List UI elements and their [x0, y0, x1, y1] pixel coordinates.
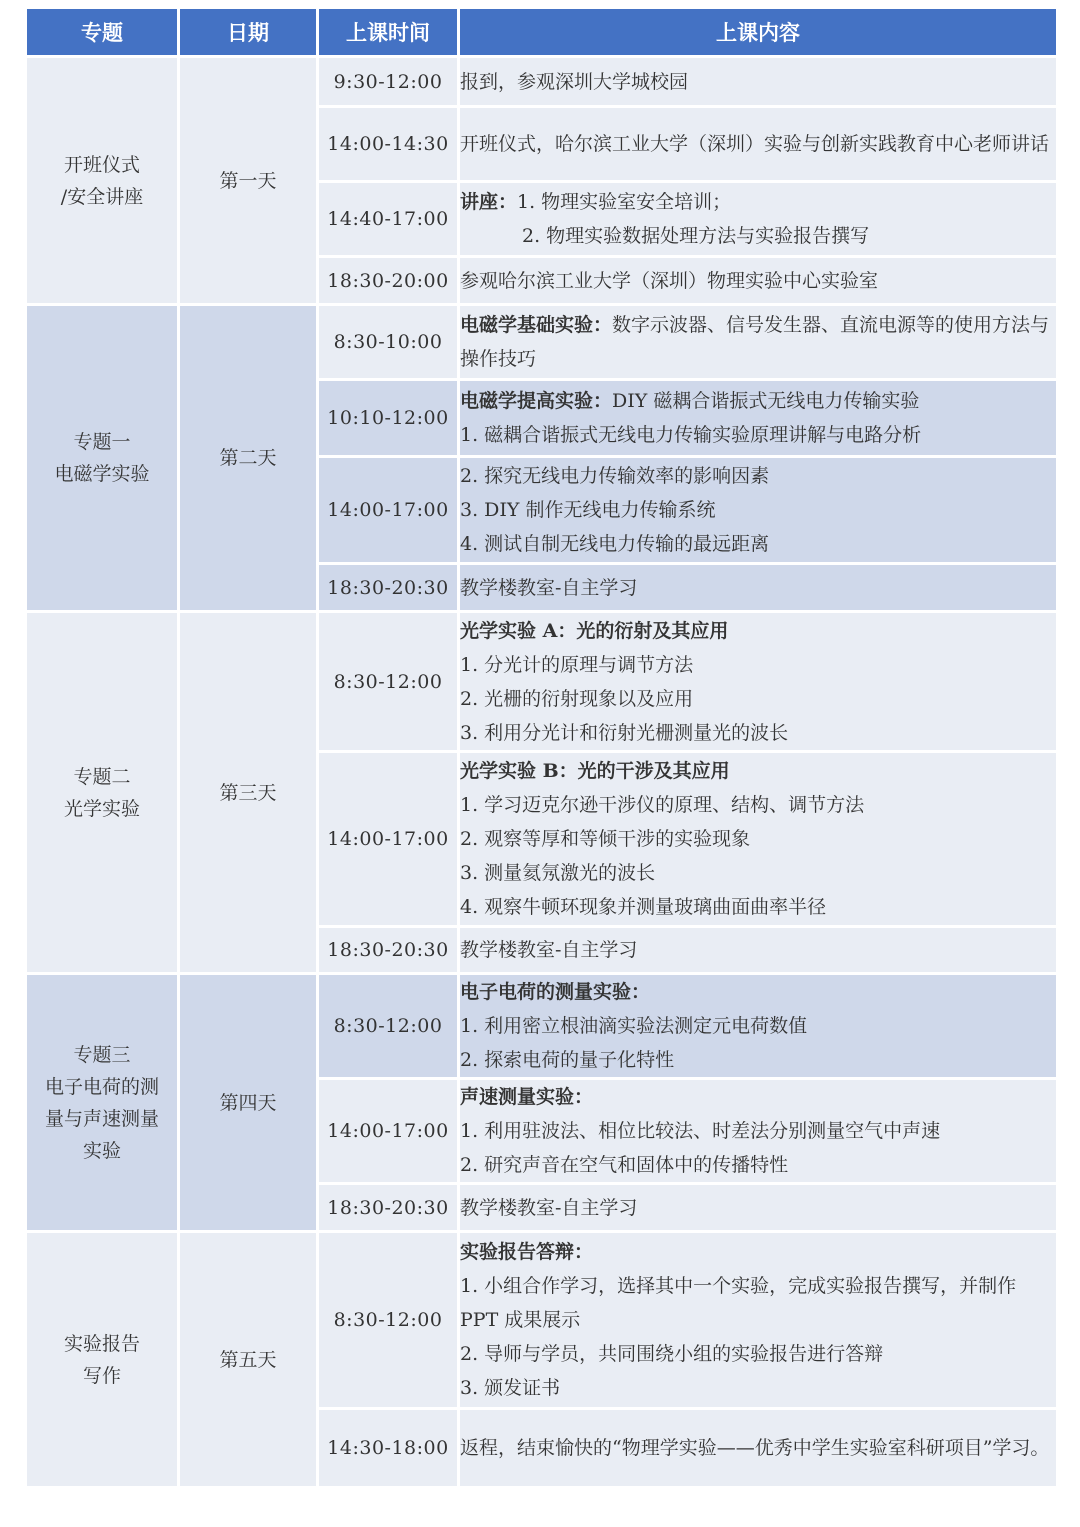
content-line: [460, 571, 1056, 605]
content-text: 2. 探索电荷的量子化特性: [460, 1049, 675, 1071]
content-heading: 讲座：: [460, 191, 518, 213]
content-cell: [460, 1080, 1056, 1182]
time-cell: 18:30-20:00: [319, 258, 457, 303]
content-text: 3. 利用分光计和衍射光栅测量光的波长: [460, 721, 789, 744]
content-cell: [460, 183, 1056, 255]
time-cell: 18:30-20:30: [319, 565, 457, 610]
content-line: [460, 682, 1056, 716]
content-text: 1. 学习迈克尔逊干涉仪的原理、结构、调节方法: [460, 794, 865, 816]
content-text: 开班仪式，哈尔滨工业大学（深圳）实验与创新实践教育中心老师讲话: [460, 133, 1050, 155]
content-cell: [460, 1410, 1056, 1486]
content-heading: 光学实验 B：光的干涉及其应用: [460, 760, 730, 782]
content-text: 1. 物理实验室安全培训；: [517, 191, 732, 213]
topic-line: 电磁学实验: [54, 463, 150, 485]
header-content: 上课内容: [460, 9, 1056, 55]
content-line: [460, 264, 1056, 298]
content-text: 教学楼教室-自主学习: [460, 939, 638, 961]
time-cell: 18:30-20:30: [319, 928, 457, 972]
content-text: 1. 小组合作学习，选择其中一个实验，完成实验报告撰写，并制作 PPT 成果展示: [460, 1275, 1017, 1331]
content-text: 数字示波器、信号发生器、直流电源等的使用方法与操作技巧: [460, 314, 1050, 370]
schedule-table: [24, 6, 1059, 1489]
header-time: 上课时间: [319, 9, 457, 55]
topic-line: /安全讲座: [60, 185, 144, 208]
content-text: 2. 研究声音在空气和固体中的传播特性: [460, 1154, 789, 1176]
content-line: [460, 1148, 1056, 1182]
topic-line: 专题二: [73, 765, 131, 788]
content-line: [460, 648, 1056, 682]
time-cell: 14:00-17:00: [319, 753, 457, 925]
topic-cell: [27, 58, 177, 303]
time-cell: 18:30-20:30: [319, 1185, 457, 1230]
day-cell: 第二天: [180, 306, 316, 610]
content-line: [460, 754, 1056, 788]
content-cell: [460, 381, 1056, 455]
content-line: [460, 527, 1056, 561]
content-cell: [460, 258, 1056, 303]
content-text: DIY 磁耦合谐振式无线电力传输实验: [612, 390, 920, 412]
content-line: [460, 975, 1056, 1009]
content-heading: 电磁学提高实验：: [460, 390, 613, 412]
schedule-body: [27, 58, 1056, 1486]
content-cell: [460, 108, 1056, 180]
content-line: [460, 1431, 1056, 1465]
content-line: [460, 493, 1056, 527]
content-cell: [460, 565, 1056, 610]
time-cell: 14:30-18:00: [319, 1410, 457, 1486]
topic-line: 电子电荷的测: [44, 1075, 159, 1098]
content-text: 1. 利用驻波法、相位比较法、时差法分别测量空气中声速: [460, 1120, 941, 1142]
content-line: [460, 716, 1056, 750]
content-line: [460, 1337, 1056, 1371]
content-line: [460, 1371, 1056, 1405]
time-cell: 8:30-12:00: [319, 613, 457, 750]
topic-line: 实验报告: [63, 1332, 140, 1355]
schedule-row: [27, 613, 1056, 750]
content-cell: [460, 613, 1056, 750]
content-text: 返程，结束愉快的“物理学实验——优秀中学生实验室科研项目”学习。: [460, 1437, 1050, 1459]
content-line: [460, 1235, 1056, 1269]
content-line: [460, 890, 1056, 924]
content-line: [460, 856, 1056, 890]
topic-line: 专题三: [73, 1043, 131, 1066]
content-line: [460, 822, 1056, 856]
content-text: 3. DIY 制作无线电力传输系统: [460, 499, 716, 521]
topic-line: 写作: [82, 1364, 121, 1387]
content-text: 参观哈尔滨工业大学（深圳）物理实验中心实验室: [460, 269, 879, 292]
content-cell: [460, 458, 1056, 562]
time-cell: 14:40-17:00: [319, 183, 457, 255]
content-cell: [460, 975, 1056, 1077]
content-line: [460, 127, 1056, 161]
content-text: 3. 测量氦氖激光的波长: [460, 862, 656, 884]
time-cell: 8:30-10:00: [319, 306, 457, 378]
content-text: 4. 观察牛顿环现象并测量玻璃曲面曲率半径: [460, 896, 827, 918]
content-line: [460, 1043, 1056, 1077]
content-line: [460, 384, 1056, 418]
content-text: 2. 物理实验数据处理方法与实验报告撰写: [522, 225, 870, 247]
content-heading: 实验报告答辩：: [460, 1241, 594, 1263]
day-cell: 第一天: [180, 58, 316, 303]
schedule-row: [27, 306, 1056, 378]
content-cell: [460, 1233, 1056, 1407]
time-cell: 14:00-17:00: [319, 1080, 457, 1182]
content-text: 2. 观察等厚和等倾干涉的实验现象: [460, 828, 751, 850]
schedule-row: [27, 58, 1056, 105]
time-cell: 8:30-12:00: [319, 1233, 457, 1407]
content-text: 2. 探究无线电力传输效率的影响因素: [460, 465, 770, 487]
topic-line: 量与声速测量: [44, 1107, 159, 1130]
time-cell: 14:00-14:30: [319, 108, 457, 180]
content-cell: [460, 753, 1056, 925]
content-heading: 声速测量实验：: [460, 1086, 594, 1108]
topic-line: 实验: [82, 1139, 121, 1162]
content-heading: 光学实验 A：光的衍射及其应用: [460, 619, 729, 642]
content-text: 2. 导师与学员，共同围绕小组的实验报告进行答辩: [460, 1343, 884, 1365]
content-cell: [460, 928, 1056, 972]
content-text: 教学楼教室-自主学习: [460, 1196, 638, 1219]
topic-cell: [27, 306, 177, 610]
content-cell: [460, 306, 1056, 378]
topic-cell: [27, 975, 177, 1230]
header-row: [27, 9, 1056, 55]
topic-cell: [27, 613, 177, 972]
content-text: 1. 利用密立根油滴实验法测定元电荷数值: [460, 1015, 808, 1037]
content-text: 教学楼教室-自主学习: [460, 576, 638, 599]
content-line: [460, 1191, 1056, 1225]
content-line: [460, 614, 1056, 648]
day-cell: 第三天: [180, 613, 316, 972]
day-cell: 第五天: [180, 1233, 316, 1486]
content-line: [460, 308, 1056, 376]
content-text: 4. 测试自制无线电力传输的最远距离: [460, 533, 770, 555]
topic-line: 开班仪式: [63, 153, 140, 176]
topic-line: 专题一: [73, 431, 131, 453]
content-line: [460, 1114, 1056, 1148]
content-heading: 电子电荷的测量实验：: [460, 981, 651, 1003]
time-cell: 14:00-17:00: [319, 458, 457, 562]
content-heading: 电磁学基础实验：: [460, 314, 613, 336]
content-line: [460, 459, 1056, 493]
content-text: 报到，参观深圳大学城校园: [460, 70, 689, 93]
header-topic: 专题: [27, 9, 177, 55]
content-line: [460, 65, 1056, 99]
topic-cell: [27, 1233, 177, 1486]
time-cell: 9:30-12:00: [319, 58, 457, 105]
content-cell: [460, 1185, 1056, 1230]
day-cell: 第四天: [180, 975, 316, 1230]
header-date: 日期: [180, 9, 316, 55]
content-text: 1. 磁耦合谐振式无线电力传输实验原理讲解与电路分析: [460, 424, 922, 446]
content-line: [460, 219, 1056, 253]
content-text: 2. 光栅的衍射现象以及应用: [460, 687, 694, 710]
content-text: 3. 颁发证书: [460, 1377, 561, 1399]
content-line: [460, 418, 1056, 452]
content-line: [460, 933, 1056, 967]
topic-line: 光学实验: [63, 797, 140, 820]
content-cell: [460, 58, 1056, 105]
content-line: [460, 1080, 1056, 1114]
time-cell: 10:10-12:00: [319, 381, 457, 455]
time-cell: 8:30-12:00: [319, 975, 457, 1077]
content-line: [460, 788, 1056, 822]
content-text: 1. 分光计的原理与调节方法: [460, 653, 694, 676]
content-line: [460, 1269, 1056, 1337]
content-line: [460, 1009, 1056, 1043]
schedule-row: [27, 975, 1056, 1077]
content-line: [460, 185, 1056, 219]
schedule-row: [27, 1233, 1056, 1407]
